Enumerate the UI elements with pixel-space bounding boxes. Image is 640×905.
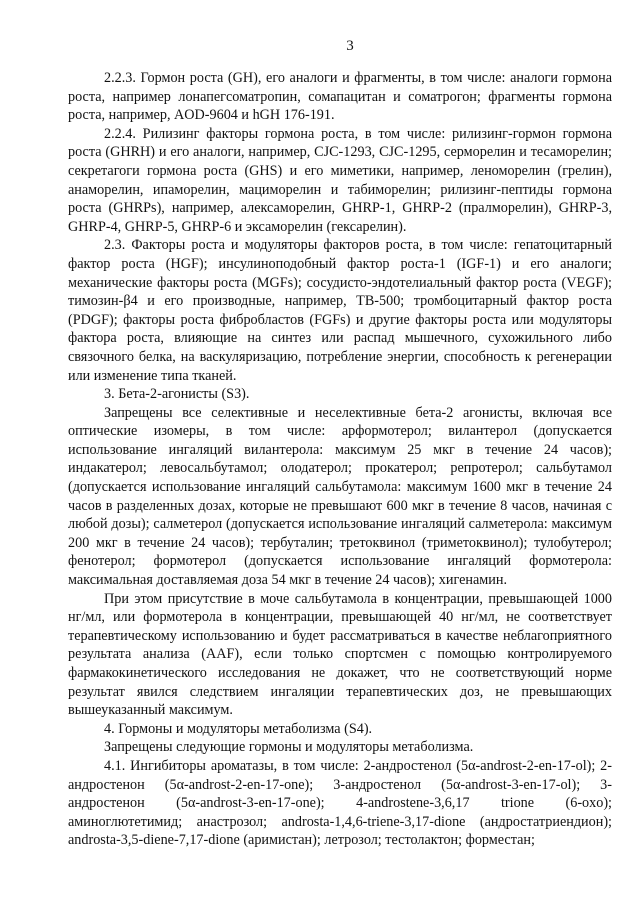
paragraph-gh: 2.2.3. Гормон роста (GH), его аналоги и фрагменты, в том числе: аналоги гормона роста, например лонапегсоматропин, сомапацитан и соматрогон; фрагменты гормона роста, например, AOD-9604 и hGH 176-191. xyxy=(68,70,612,124)
paragraph-growth-factors: 2.3. Факторы роста и модуляторы факторов роста, в том числе: гепатоцитарный фактор роста (HGF); инсулиноподобный фактор роста-1 (IGF-1) и его аналоги; механические факторы роста (MGFs); сосудисто-эндотелиальный фактор роста (VEGF); тимозин-β4 и его производные, например, TB-500; тромбоцитарный фактор роста (PDGF); факторы роста фибробластов (FGFs) и другие факторы роста или модуляторы фактора роста, влияющие на синтез или распад мышечного, сухожильного либо связочного белка, на васкуляризацию, потребление энергии, способность к регенерации или изменение типа тканей. xyxy=(68,237,612,384)
page-number: 3 xyxy=(346,38,354,54)
heading-beta2-agonists: 3. Бета-2-агонисты (S3). xyxy=(104,386,250,403)
paragraph-prohibited-intro: Запрещены следующие гормоны и модуляторы метаболизма. xyxy=(104,739,474,756)
paragraph-aromatase-inhibitors: 4.1. Ингибиторы ароматазы, в том числе: 2-андростенол (5α-androst-2-en-17-ol); 2-андростенон (5α-androst-2-en-17-one); 3-андростенол (5α-androst-3-en-17-ol); 3-андростенон (5α-androst-3-en-17-one); 4-androstene-3,6,17 trione (6-oxo); аминоглютетимид; анастрозол; androsta-1,4,6-triene-3,17-dione (андростатриендион); androsta-3,5-diene-7,17-dione (аримистан); летрозол; тестолактон; форместан; xyxy=(68,757,612,849)
paragraph-beta2-list: Запрещены все селективные и неселективные бета-2 агонисты, включая все оптические изомеры, в том числе: арформотерол; вилантерол (допускается использование ингаляций вилантерола: максимум 25 мкг в течение 24 часов); индакатерол; левосальбутамол; олодатерол; прокатерол; репротерол; сальбутамол (допускается использование ингаляций сальбутамола: максимум 1600 мкг в течение 24 часов в разделенных дозах, которые не превышают 600 мкг в течение 8 часов, начиная с любой дозы); салметерол (допускается использование ингаляций салметерола: максимум 200 мкг в течение 24 часов); тербуталин; третоквинол (триметоквинол); тулобутерол; фенотерол; формотерол (допускается использование ингаляций формотерола: максимальная доставляемая доза 54 мкг в течение 24 часов); хигенамин. xyxy=(68,404,612,589)
paragraph-ghrh: 2.2.4. Рилизинг факторы гормона роста, в том числе: рилизинг-гормон гормона роста (GHRH) и его аналоги, например, CJC-1293, CJC-1295, серморелин и тесаморелин; секретагоги гормона роста (GHS) и его миметики, например, леноморелин (грелин), анаморелин, ипаморелин, мациморелин и табиморелин; рилизинг-пептиды гормона роста (GHRPs), например, алексаморелин, GHRP-1, GHRP-2 (пралморелин), GHRP-3, GHRP-4, GHRP-5, GHRP-6 и эксаморелин (гексарелин). xyxy=(68,125,612,235)
paragraph-salbutamol-threshold: При этом присутствие в моче сальбутамола в концентрации, превышающей 1000 нг/мл, или формотерола в концентрации, превышающей 40 нг/мл, не соответствует терапевтическому использованию и будет рассматриваться в качестве неблагоприятного результата анализа (AAF), если только спортсмен с помощью контролируемого фармакокинетического исследования не докажет, что не соответствующий норме результат явился следствием ингаляции терапевтических доз, не превышающих вышеуказанный максимум. xyxy=(68,590,612,719)
heading-hormone-modulators: 4. Гормоны и модуляторы метаболизма (S4). xyxy=(104,720,373,737)
